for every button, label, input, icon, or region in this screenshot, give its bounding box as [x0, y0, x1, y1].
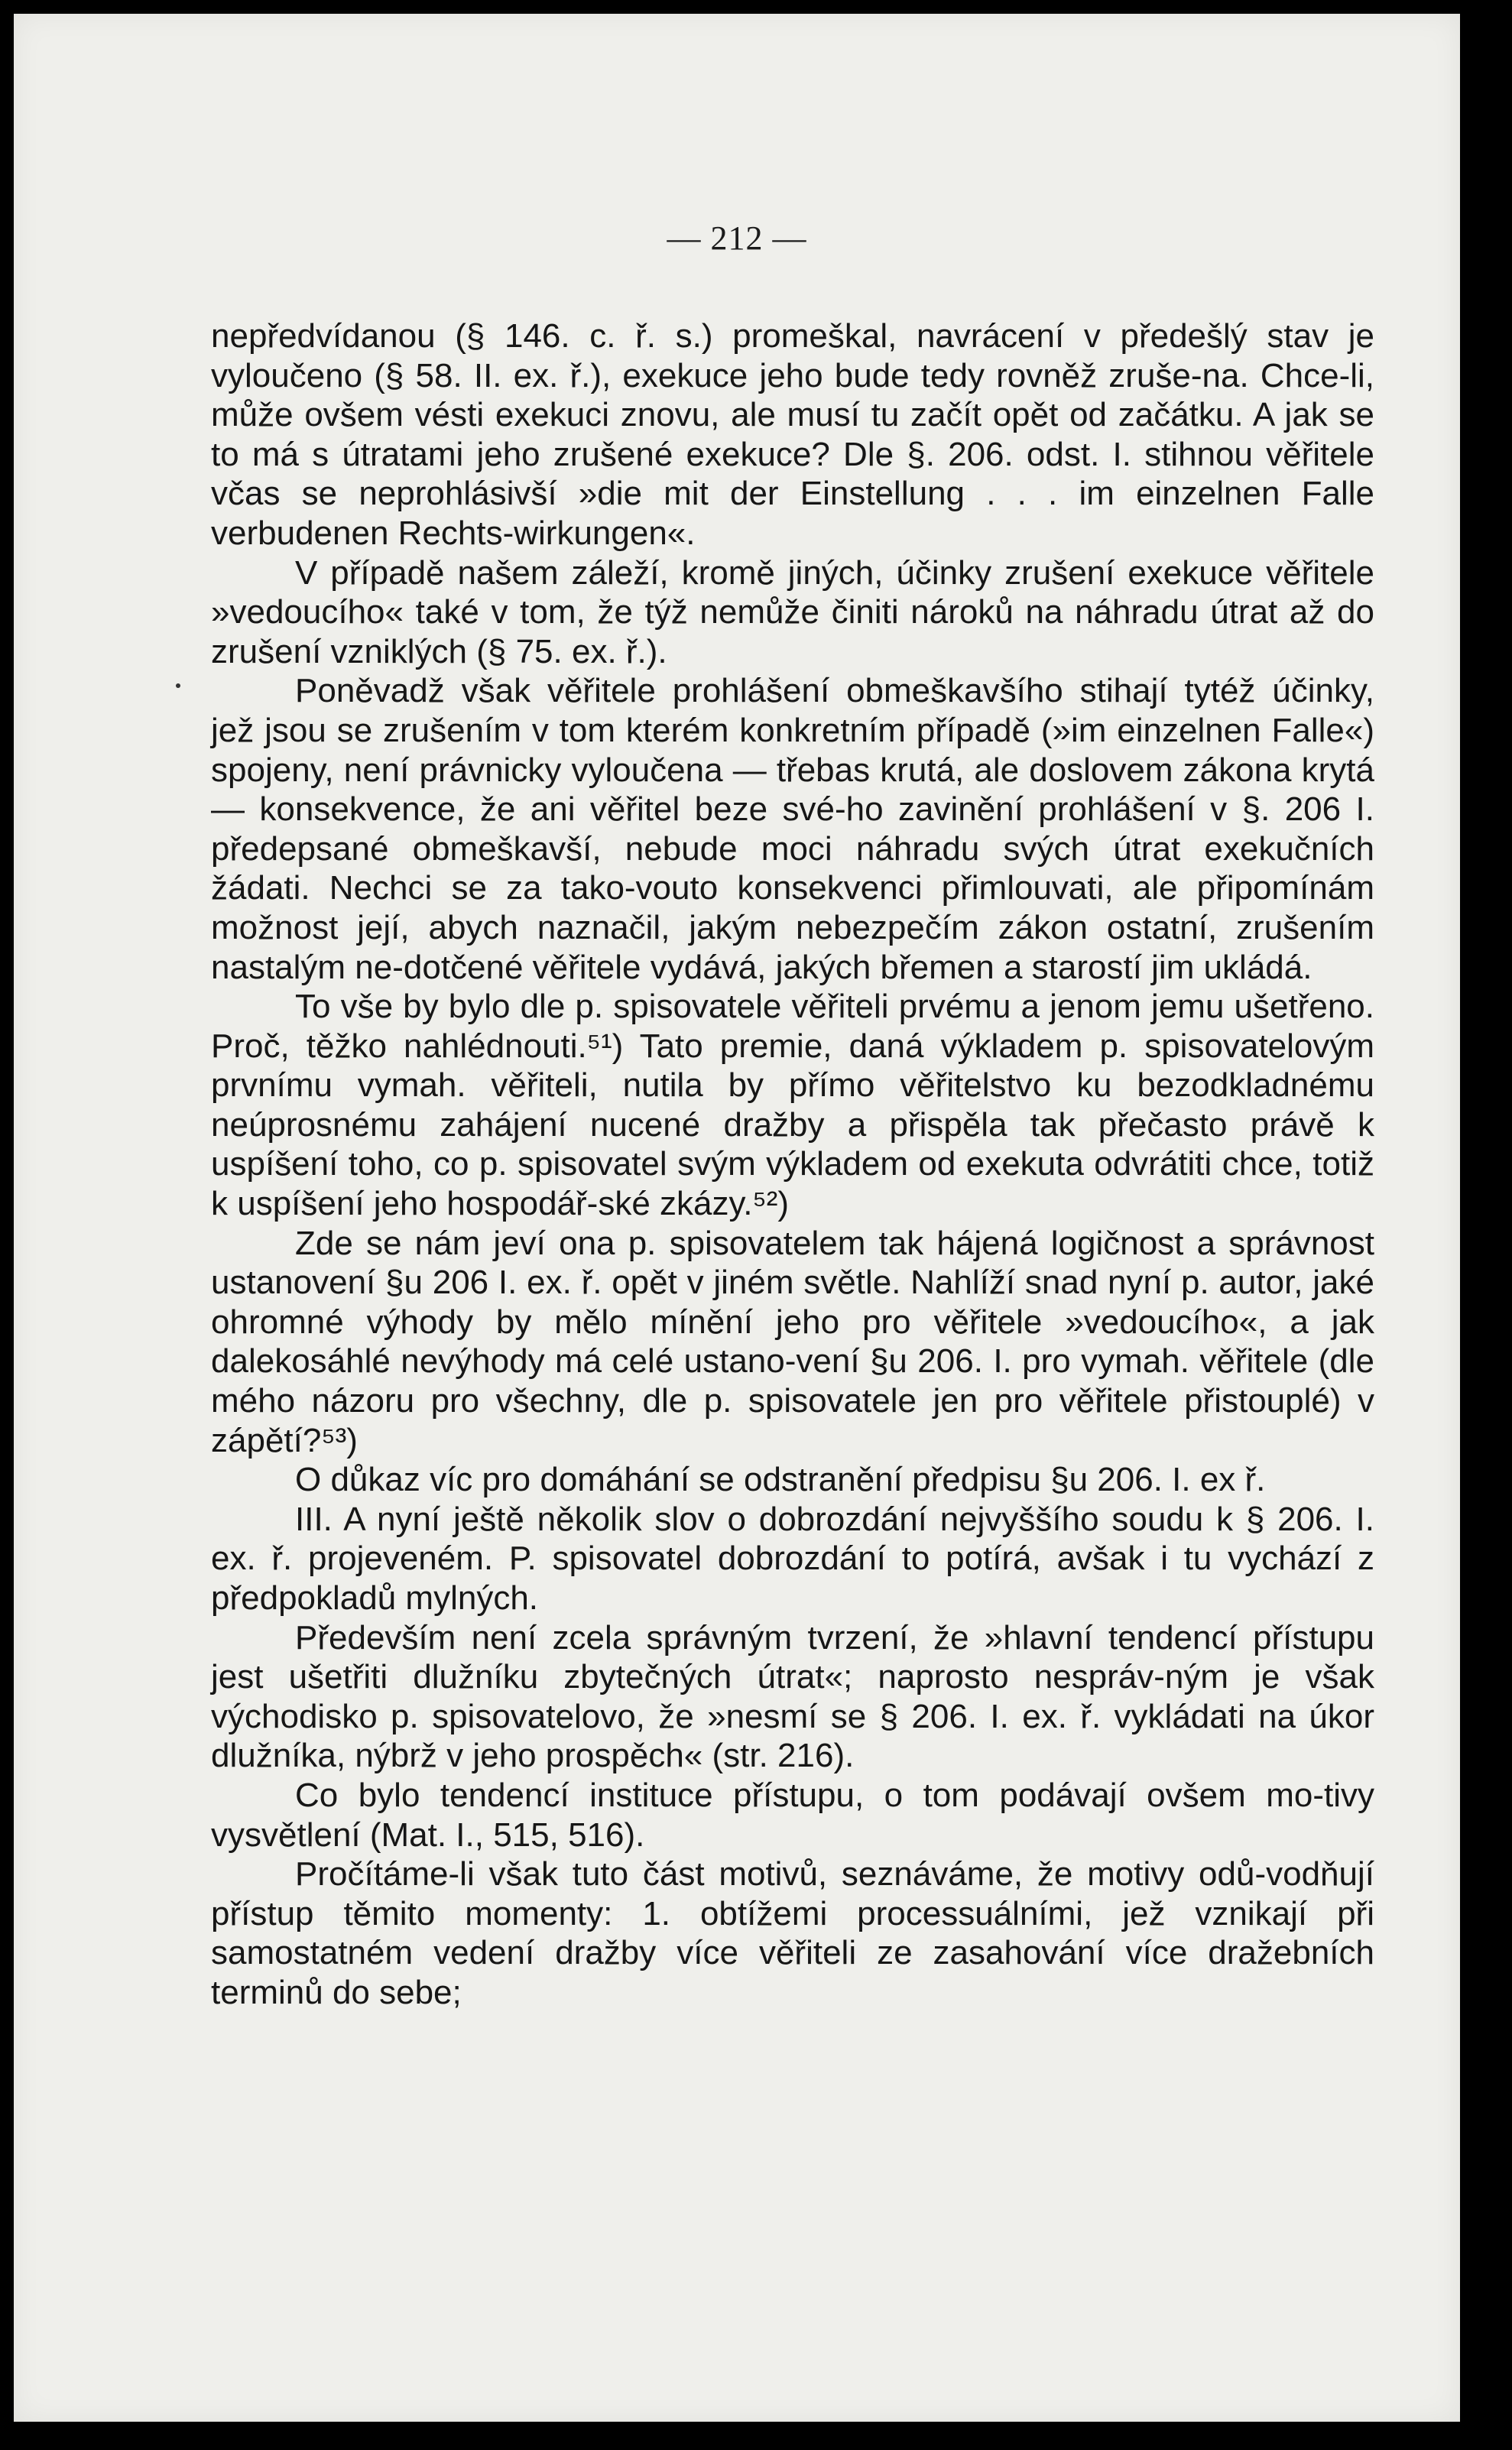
- paragraph-9: Co bylo tendencí instituce přístupu, o tom podávají ovšem mo-tivy vysvětlení (Mat. I., 515, 516).: [211, 1776, 1374, 1854]
- paragraph-3: Poněvadž však věřitele prohlášení obmeškavšího stihají tytéž účinky, jež jsou se zrušením v tom kterém konkretním případě (»im einzelnen Falle«) spojeny, není právnicky vyloučena — třebas krutá, ale doslovem zákona krytá — konsekvence, že ani věřitel beze své-ho zavinění prohlášení v §. 206 I. předepsané obmeškavší, nebude moci náhradu svých útrat exekučních žádati. Nechci se za tako-vouto konsekvenci přimlouvati, ale připomínám možnost její, abych naznačil, jakým nebezpečím zákon ostatní, zrušením nastalým ne-dotčené věřitele vydává, jakých břemen a starostí jim ukládá.: [211, 672, 1374, 986]
- paragraph-8: Především není zcela správným tvrzení, že »hlavní tendencí přístupu jest ušetřiti dlužníku zbytečných útrat«; naprosto nespráv-ným je však východisko p. spisovatelovo, že »nesmí se § 206. I. ex. ř. vykládati na úkor dlužníka, nýbrž v jeho prospěch« (str. 216).: [211, 1618, 1374, 1775]
- book-page: [14, 14, 1460, 2422]
- paragraph-1: nepředvídanou (§ 146. c. ř. s.) promeškal, navrácení v předešlý stav je vyloučeno (§ 58. II. ex. ř.), exekuce jeho bude tedy rovněž zruše-na. Chce-li, může ovšem vésti exekuci znovu, ale musí tu začít opět od začátku. A jak se to má s útratami jeho zrušené exekuce? Dle §. 206. odst. I. stihnou věřitele včas se neprohlásivší »die mit der Einstellung . . . im einzelnen Falle verbudenen Rechts-wirkungen«.: [211, 317, 1374, 552]
- page-number: — 212 —: [667, 219, 807, 257]
- print-speck: [176, 683, 180, 688]
- paragraph-6: O důkaz víc pro domáhání se odstranění předpisu §u 206. I. ex ř.: [295, 1461, 1266, 1499]
- paragraph-7: III. A nyní ještě několik slov o dobrozdání nejvyššího soudu k § 206. I. ex. ř. projeveném. P. spisovatel dobrozdání to potírá, avšak i tu vychází z předpokladů mylných.: [211, 1500, 1374, 1617]
- paragraph-5: Zde se nám jeví ona p. spisovatelem tak hájená logičnost a správnost ustanovení §u 206 I. ex. ř. opět v jiném světle. Nahlíží snad nyní p. autor, jaké ohromné výhody by mělo mínění jeho pro věřitele »vedoucího«, a jak dalekosáhlé nevýhody má celé ustano-vení §u 206. I. pro vymah. věřitele (dle mého názoru pro všechny, dle p. spisovatele jen pro věřitele přistouplé) v zápětí?⁵³): [211, 1224, 1374, 1459]
- page-text: [211, 316, 1374, 2013]
- paragraph-4: To vše by bylo dle p. spisovatele věřiteli prvému a jenom jemu ušetřeno. Proč, těžko nahlédnouti.⁵¹) Tato premie, daná výkladem p. spisovatelovým prvnímu vymah. věřiteli, nutila by přímo věřitelstvo ku bezodkladnému neúprosnému zahájení nucené dražby a přispěla tak přečasto právě k uspíšení toho, co p. spisovatel svým výkladem od exekuta odvrátiti chce, totiž k uspíšení jeho hospodář-ské zkázy.⁵²): [211, 988, 1374, 1223]
- paragraph-10: Pročítáme-li však tuto část motivů, seznáváme, že motivy odů-vodňují přístup těmito momenty: 1. obtížemi processuálními, jež vznikají při samostatném vedení dražby více věřiteli ze zasahování více dražebních terminů do sebe;: [211, 1855, 1374, 2011]
- paragraph-2: V případě našem záleží, kromě jiných, účinky zrušení exekuce věřitele »vedoucího« také v tom, že týž nemůže činiti nároků na náhradu útrat až do zrušení vzniklých (§ 75. ex. ř.).: [211, 553, 1374, 670]
